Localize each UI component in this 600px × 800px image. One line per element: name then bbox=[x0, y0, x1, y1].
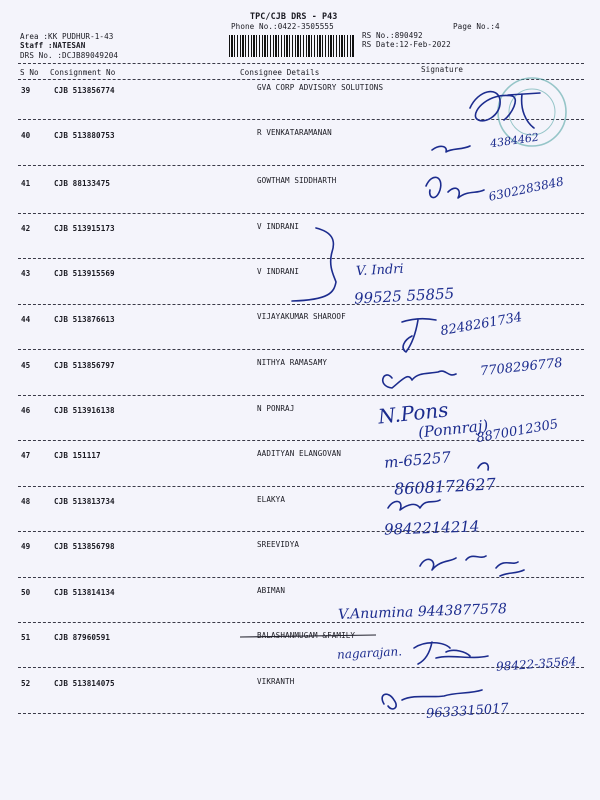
rs-number: RS No.:890492 bbox=[362, 31, 423, 40]
row-consignee: R VENKATARAMANAN bbox=[257, 128, 332, 137]
row-sno: 46 bbox=[21, 406, 31, 415]
row-sno: 51 bbox=[21, 633, 31, 642]
row-consignee: AADITYAN ELANGOVAN bbox=[257, 449, 342, 458]
signature-stroke bbox=[478, 463, 488, 470]
row-consignment: CJB 513916138 bbox=[54, 406, 115, 415]
row-consignee: SREEVIDYA bbox=[257, 540, 300, 549]
row-sno: 39 bbox=[21, 86, 31, 95]
header-rule-top bbox=[18, 63, 584, 64]
col-sno: S No bbox=[20, 68, 39, 77]
signature-stroke bbox=[420, 556, 524, 576]
row-consignment: CJB 87960591 bbox=[54, 633, 111, 642]
row-consignment: CJB 88133475 bbox=[54, 179, 111, 188]
area-label: Area :KK PUDHUR-1-43 bbox=[20, 32, 114, 41]
row-consignee: V INDRANI bbox=[257, 222, 300, 231]
signature-stroke bbox=[402, 319, 436, 352]
row-divider bbox=[18, 165, 584, 166]
row-consignment: CJB 513814075 bbox=[54, 679, 115, 688]
signature-stroke bbox=[470, 92, 515, 121]
signature-stroke bbox=[508, 93, 540, 128]
row-consignment: CJB 513856774 bbox=[54, 86, 115, 95]
handwritten-phone: 8870012305 bbox=[475, 416, 560, 447]
row-divider bbox=[18, 258, 584, 259]
row-consignment: CJB 513915569 bbox=[54, 269, 115, 278]
handwritten-name: N.Pons bbox=[376, 397, 450, 429]
row-sno: 42 bbox=[21, 224, 31, 233]
row-divider bbox=[18, 349, 584, 350]
signature-stroke bbox=[383, 371, 456, 388]
handwritten-phone: 6302283848 bbox=[487, 174, 565, 204]
row-sno: 43 bbox=[21, 269, 31, 278]
row-consignment: CJB 513876613 bbox=[54, 315, 115, 324]
sheet-title: TPC/CJB DRS - P43 bbox=[250, 11, 338, 21]
handwritten-phone: 98422-35564 bbox=[495, 654, 577, 674]
row-sno: 48 bbox=[21, 497, 31, 506]
row-divider bbox=[18, 622, 584, 623]
col-consignee: Consignee Details bbox=[240, 68, 320, 77]
row-divider bbox=[18, 395, 584, 396]
row-divider bbox=[18, 213, 584, 214]
row-consignment: CJB 513856797 bbox=[54, 361, 115, 370]
row-divider bbox=[18, 486, 584, 487]
row-divider bbox=[18, 119, 584, 120]
signature-stroke bbox=[414, 642, 488, 664]
row-consignee: GOWTHAM SIDDHARTH bbox=[257, 176, 337, 185]
drs-number: DRS No. :DCJB89049204 bbox=[20, 51, 119, 60]
handwritten-phone: 7708296778 bbox=[479, 355, 564, 380]
handwritten-name: nagarajan. bbox=[336, 644, 403, 662]
row-consignment: CJB 513880753 bbox=[54, 131, 115, 140]
signature-stroke bbox=[432, 146, 470, 152]
handwritten-note: V.Anumina 9443877578 bbox=[337, 601, 508, 623]
row-sno: 40 bbox=[21, 131, 31, 140]
handwritten-phone: 4384462 bbox=[489, 130, 540, 151]
handwritten-name: V. Indri bbox=[355, 261, 404, 280]
row-consignment: CJB 513856798 bbox=[54, 542, 115, 551]
row-sno: 47 bbox=[21, 451, 31, 460]
staff-label: Staff :NATESAN bbox=[20, 41, 86, 50]
handwritten-phone: 9842214214 bbox=[383, 517, 480, 539]
page-number: Page No.:4 bbox=[453, 22, 500, 31]
row-consignee: BALASHANMUGAM &FAMILY bbox=[257, 631, 356, 640]
col-consignment: Consignment No bbox=[50, 68, 116, 77]
barcode bbox=[229, 35, 355, 57]
signature-stroke bbox=[292, 228, 336, 301]
row-divider bbox=[18, 304, 584, 305]
row-divider bbox=[18, 577, 584, 578]
row-sno: 52 bbox=[21, 679, 31, 688]
row-consignment: CJB 513814134 bbox=[54, 588, 115, 597]
row-sno: 44 bbox=[21, 315, 31, 324]
handwritten-note: m-65257 bbox=[383, 448, 452, 472]
handwritten-phone: 8248261734 bbox=[439, 309, 524, 340]
handwritten-phone: 9633315017 bbox=[425, 701, 510, 722]
row-sno: 41 bbox=[21, 179, 31, 188]
row-sno: 45 bbox=[21, 361, 31, 370]
row-consignee: NITHYA RAMASAMY bbox=[257, 358, 328, 367]
row-sno: 49 bbox=[21, 542, 31, 551]
row-consignee: V INDRANI bbox=[257, 267, 300, 276]
row-consignment: CJB 151117 bbox=[54, 451, 101, 460]
handwritten-phone: 99525 55855 bbox=[353, 284, 455, 308]
row-sno: 50 bbox=[21, 588, 31, 597]
phone-number: Phone No.:0422-3505555 bbox=[231, 22, 334, 31]
signature-stroke bbox=[426, 177, 484, 198]
row-consignee: ELAKYA bbox=[257, 495, 286, 504]
signature-stroke bbox=[388, 500, 440, 510]
handwritten-phone: 8608172627 bbox=[393, 474, 497, 499]
row-consignee: ABIMAN bbox=[257, 586, 286, 595]
row-consignment: CJB 513813734 bbox=[54, 497, 115, 506]
row-consignee: N PONRAJ bbox=[257, 404, 295, 413]
col-signature: Signature bbox=[421, 65, 464, 74]
row-consignee: GVA CORP ADVISORY SOLUTIONS bbox=[257, 83, 384, 92]
row-consignee: VIKRANTH bbox=[257, 677, 295, 686]
row-divider bbox=[18, 531, 584, 532]
rs-date: RS Date:12-Feb-2022 bbox=[362, 40, 451, 49]
header-rule-bottom bbox=[18, 79, 584, 80]
handwritten-name: (Ponnraj) bbox=[417, 416, 490, 442]
row-consignee: VIJAYAKUMAR SHAROOF bbox=[257, 312, 346, 321]
row-consignment: CJB 513915173 bbox=[54, 224, 115, 233]
